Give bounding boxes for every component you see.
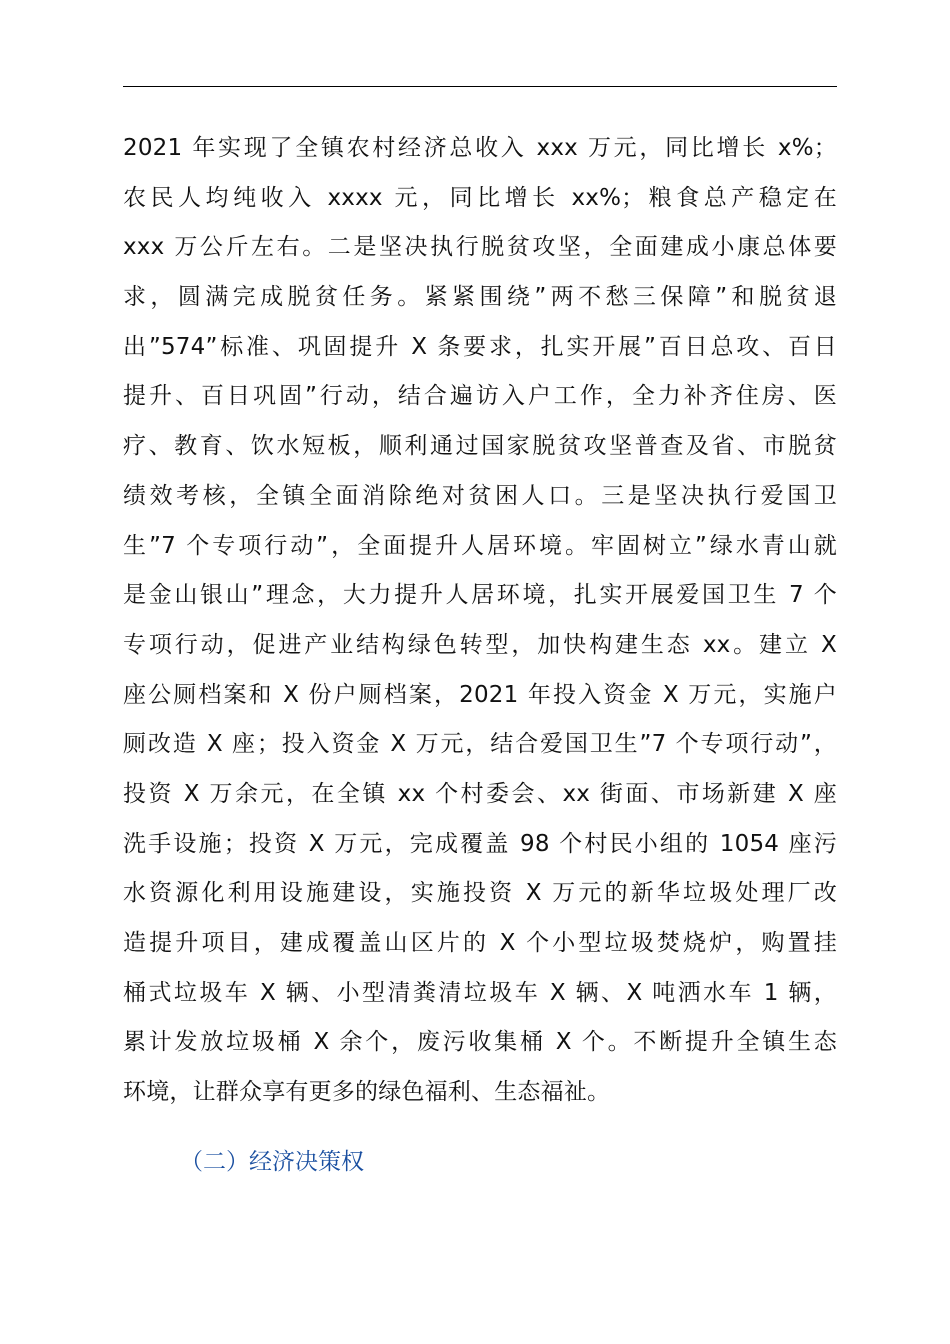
paragraph-line: 出”574”标准、巩固提升 X 条要求，扎实开展”百日总攻、百日 [123, 333, 837, 360]
paragraph-line: 造提升项目，建成覆盖山区片的 X 个小型垃圾焚烧炉，购置挂 [123, 930, 837, 956]
paragraph-line: 2021 年实现了全镇农村经济总收入 xxx 万元，同比增长 x%； [123, 135, 837, 161]
paragraph-line: 提升、百日巩固”行动，结合遍访入户工作，全力补齐住房、医 [123, 383, 837, 410]
paragraph-line: 求，圆满完成脱贫任务。紧紧围绕”两不愁三保障”和脱贫退 [123, 284, 837, 311]
paragraph-line: 厕改造 X 座；投入资金 X 万元，结合爱国卫生”7 个专项行动”， [123, 731, 837, 758]
paragraph-line: 投资 X 万余元，在全镇 xx 个村委会、xx 街面、市场新建 X 座 [123, 780, 837, 807]
paragraph-line: 洗手设施；投资 X 万元，完成覆盖 98 个村民小组的 1054 座污 [123, 830, 837, 857]
paragraph-line: 桶式垃圾车 X 辆、小型清粪清垃圾车 X 辆、X 吨洒水车 1 辆， [123, 979, 837, 1006]
body-paragraph [123, 124, 837, 1118]
paragraph-line: 专项行动，促进产业结构绿色转型，加快构建生态 xx。建立 X [123, 631, 837, 658]
paragraph-line: 农民人均纯收入 xxxx 元，同比增长 xx%；粮食总产稳定在 [123, 184, 837, 211]
paragraph-line: xxx 万公斤左右。二是坚决执行脱贫攻坚，全面建成小康总体要 [123, 234, 837, 261]
paragraph-line-last: 环境，让群众享有更多的绿色福利、生态福祉。 [123, 1079, 611, 1106]
paragraph-line: 绩效考核，全镇全面消除绝对贫困人口。三是坚决执行爱国卫 [123, 482, 837, 509]
paragraph-line: 座公厕档案和 X 份户厕档案，2021 年投入资金 X 万元，实施户 [123, 681, 837, 708]
section-heading: （二）经济决策权 [180, 1149, 364, 1175]
paragraph-line: 生”7 个专项行动”，全面提升人居环境。牢固树立”绿水青山就 [123, 532, 837, 559]
paragraph-line: 累计发放垃圾桶 X 余个，废污收集桶 X 个。不断提升全镇生态 [123, 1029, 837, 1056]
paragraph-line: 是金山银山”理念，大力提升人居环境，扎实开展爱国卫生 7 个 [123, 582, 837, 609]
header-rule [123, 86, 837, 87]
paragraph-line: 水资源化利用设施建设，实施投资 X 万元的新华垃圾处理厂改 [123, 880, 837, 907]
paragraph-line: 疗、教育、饮水短板，顺利通过国家脱贫攻坚普查及省、市脱贫 [123, 433, 837, 460]
